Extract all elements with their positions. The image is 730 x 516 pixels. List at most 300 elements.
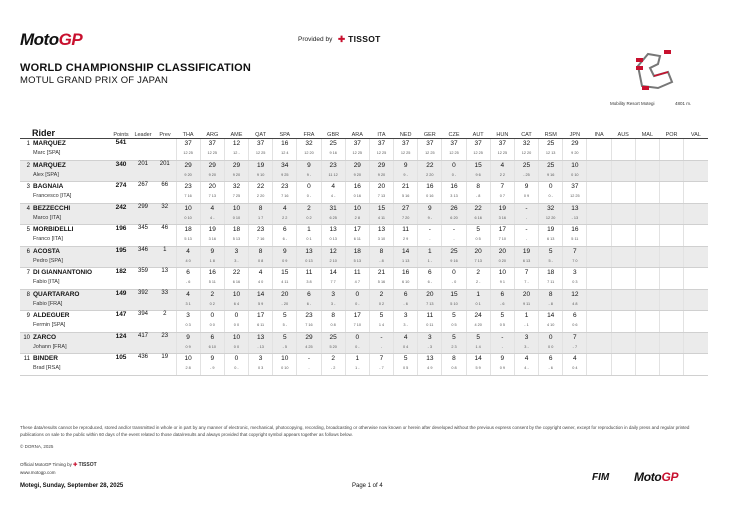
sprint-gp-breakdown: 0 0 (233, 344, 240, 349)
sprint-gp-breakdown: 7 16 (184, 194, 192, 198)
race-column-header: CZE (442, 125, 466, 139)
race-total: 13 (571, 204, 579, 212)
race-total: 13 (377, 226, 386, 233)
race-total (587, 333, 610, 334)
race-points-cell (321, 225, 345, 247)
rider-first-name: Fermin [SPA] (33, 322, 66, 328)
race-points-cell (514, 160, 538, 182)
race-total (587, 247, 610, 248)
table-row (20, 203, 708, 225)
race-points-cell (611, 246, 635, 268)
race-points-cell (611, 289, 635, 311)
race-total: 37 (426, 140, 434, 147)
sprint-gp-breakdown: 4 9 (427, 366, 433, 370)
sprint-gp-breakdown: 9 - (427, 215, 433, 220)
race-points-cell (684, 203, 708, 225)
sprint-gp-breakdown: 7 16 (305, 323, 313, 327)
race-column-header: POR (659, 125, 683, 139)
sprint-gp-breakdown: 6 16 (474, 215, 482, 220)
race-points-cell (224, 246, 248, 268)
race-points-cell (297, 311, 321, 333)
race-points-cell (394, 225, 418, 247)
sprint-gp-breakdown: - 5 (282, 344, 287, 349)
race-total (636, 247, 659, 248)
race-total: 2 (210, 290, 215, 298)
race-total: 8 (452, 355, 456, 362)
race-points-cell (539, 203, 563, 225)
race-points-cell (466, 311, 490, 333)
sprint-gp-breakdown: 3 8 (306, 280, 312, 284)
points-cell: 195 (110, 246, 132, 268)
sprint-gp-breakdown: 0 10 (232, 215, 241, 220)
sprint-gp-breakdown: 0 8 (451, 366, 457, 370)
race-points-cell (587, 203, 611, 225)
sprint-gp-breakdown: - 8 (379, 258, 384, 263)
race-points-cell (418, 311, 442, 333)
sprint-gp-breakdown: - (525, 237, 528, 241)
race-total (587, 182, 610, 183)
race-total: 5 (476, 333, 480, 341)
sprint-gp-breakdown: 5 13 (353, 258, 361, 263)
rider-last-name: ACOSTA (33, 247, 60, 255)
race-column-header: JPN (563, 125, 587, 139)
position: 7 (26, 270, 30, 276)
race-total: 26 (450, 204, 458, 212)
rider-cell (20, 354, 110, 376)
sprint-gp-breakdown: 0 4 (403, 344, 409, 349)
sprint-gp-breakdown: 5 20 (329, 344, 337, 349)
sprint-gp-breakdown: 0 9 (185, 344, 191, 349)
sprint-gp-breakdown: 3 16 (208, 237, 216, 241)
race-total: 7 (573, 333, 577, 341)
race-points-cell (514, 139, 538, 161)
race-points-cell (369, 203, 393, 225)
race-total: 4 (403, 333, 408, 341)
sprint-gp-breakdown: 0 - (451, 172, 457, 177)
sprint-gp-breakdown: 0 6 (572, 323, 578, 327)
sprint-gp-breakdown: 7 7 (330, 280, 336, 284)
race-total: - (501, 333, 504, 341)
race-points-cell (224, 160, 248, 182)
race-points-cell (224, 268, 248, 290)
race-points-cell (418, 354, 442, 376)
race-total: - (525, 226, 528, 233)
race-total: 14 (547, 312, 555, 319)
copyright-text: © DORNA, 2025 (20, 444, 54, 449)
race-total: 32 (232, 183, 241, 190)
race-total: 14 (329, 269, 337, 276)
sprint-gp-breakdown: 0 7 (499, 194, 505, 198)
sprint-gp-breakdown: - (308, 366, 310, 370)
race-total: 8 (476, 183, 480, 190)
race-total (587, 311, 610, 312)
sprint-gp-breakdown: 5 9 (475, 366, 481, 370)
race-points-cell (587, 139, 611, 161)
race-total: 29 (184, 161, 192, 169)
sprint-gp-breakdown: 0 - (234, 366, 239, 370)
race-points-cell (176, 246, 200, 268)
race-points-cell (176, 139, 200, 161)
race-total (684, 139, 708, 140)
race-points-cell (321, 354, 345, 376)
race-total: 15 (281, 269, 289, 276)
rider-first-name: Fabio [ITA] (33, 279, 60, 285)
race-total: 15 (474, 161, 482, 169)
race-points-cell (176, 289, 200, 311)
race-points-cell (684, 225, 708, 247)
prev-column-header: Prev (154, 125, 176, 139)
race-total: 25 (547, 161, 555, 169)
race-total: 1 (428, 247, 432, 255)
race-points-cell (394, 246, 418, 268)
race-points-cell (442, 311, 466, 333)
race-total (660, 182, 683, 183)
race-total (612, 182, 635, 183)
leader-cell (132, 139, 154, 161)
sprint-gp-breakdown: 3 - (234, 258, 239, 263)
points-cell: 274 (110, 182, 132, 204)
sprint-gp-breakdown: 0 13 (329, 237, 337, 241)
position: 2 (26, 162, 30, 169)
race-points-cell (490, 332, 514, 354)
race-points-cell (442, 289, 466, 311)
sprint-gp-breakdown: 7 25 (232, 194, 241, 198)
race-total: 6 (210, 333, 215, 341)
race-total (636, 268, 659, 269)
race-total: 5 (403, 355, 408, 362)
race-points-cell (176, 354, 200, 376)
race-total: 5 (282, 312, 287, 319)
race-total (660, 268, 683, 269)
motogp-footer-logo (634, 470, 678, 484)
sprint-gp-breakdown: 12 25 (497, 151, 508, 155)
race-total: 5 (379, 312, 384, 319)
race-total: 6 (500, 290, 505, 298)
race-total: 29 (377, 161, 386, 169)
race-points-cell (635, 225, 659, 247)
race-total: 9 (210, 247, 215, 255)
race-points-cell (297, 268, 321, 290)
race-points-cell (490, 289, 514, 311)
race-points-cell (684, 332, 708, 354)
race-points-cell (321, 246, 345, 268)
race-total: 24 (474, 312, 482, 319)
race-total: 6 (282, 226, 287, 233)
leader-cell: 417 (132, 332, 154, 354)
race-total: 20 (208, 183, 216, 190)
sprint-gp-breakdown: 0 4 (572, 366, 578, 370)
race-points-cell (394, 160, 418, 182)
race-points-cell (249, 182, 273, 204)
table-row (20, 139, 708, 161)
sprint-gp-breakdown: 1 13 (401, 258, 410, 263)
race-points-cell (273, 225, 297, 247)
race-column-header: MAL (635, 125, 659, 139)
sprint-gp-breakdown: 3 - (403, 323, 408, 327)
race-points-cell (563, 311, 587, 333)
race-total: 17 (257, 312, 265, 319)
race-total: 0 (234, 355, 239, 362)
race-total: 19 (498, 204, 506, 212)
race-total: 10 (184, 355, 192, 362)
race-points-cell (442, 160, 466, 182)
race-column-header: GBR (321, 125, 345, 139)
sprint-gp-breakdown: 6 10 (401, 280, 410, 284)
race-points-cell (611, 160, 635, 182)
race-total: 17 (353, 226, 361, 233)
race-points-cell (176, 311, 200, 333)
sprint-gp-breakdown: 0 2 (378, 301, 385, 306)
sprint-gp-breakdown: - 3 (427, 344, 433, 349)
sprint-gp-breakdown: 7 13 (426, 301, 434, 306)
race-total: 25 (522, 161, 531, 169)
sprint-gp-breakdown: 5 11 (208, 280, 216, 284)
leader-column-header: Leader (132, 125, 154, 139)
race-points-cell (345, 332, 369, 354)
race-total (684, 204, 708, 205)
race-total (660, 161, 683, 162)
race-points-cell (345, 289, 369, 311)
race-total: 20 (498, 247, 506, 255)
race-total: 11 (353, 269, 361, 276)
race-column-header: AUS (611, 125, 635, 139)
race-points-cell (369, 268, 393, 290)
race-total (612, 354, 635, 355)
race-points-cell (442, 182, 466, 204)
sprint-gp-breakdown: 2 20 (256, 194, 265, 198)
sprint-gp-breakdown: 2 2 (499, 172, 505, 177)
sprint-gp-breakdown: 0 8 (257, 258, 264, 263)
sprint-gp-breakdown: 9 20 (377, 172, 386, 177)
track-length: 4801 m. (675, 101, 692, 106)
race-points-cell (321, 139, 345, 161)
rider-first-name: Brad [RSA] (33, 365, 61, 371)
race-points-cell (321, 268, 345, 290)
sprint-gp-breakdown: 12 13 (545, 151, 556, 155)
leader-cell: 267 (132, 182, 154, 204)
race-points-cell (490, 203, 514, 225)
race-points-cell (466, 139, 490, 161)
sprint-gp-breakdown: 0 11 (426, 323, 434, 327)
rider-last-name: QUARTARARO (33, 290, 80, 298)
leader-cell: 392 (132, 289, 154, 311)
race-total: 17 (353, 312, 361, 319)
race-total: 6 (573, 312, 577, 319)
race-total: 12 (329, 247, 337, 255)
rider-first-name: Franco [ITA] (33, 236, 63, 242)
prev-cell: 66 (154, 182, 176, 204)
race-points-cell (466, 160, 490, 182)
race-points-cell (539, 289, 563, 311)
race-column-header: VAL (684, 125, 708, 139)
points-cell: 242 (110, 203, 132, 225)
race-points-cell (659, 332, 683, 354)
footer-logo-moto: Moto (634, 470, 662, 484)
race-points-cell (490, 311, 514, 333)
race-points-cell (587, 225, 611, 247)
race-points-cell (466, 354, 490, 376)
leader-cell: 201 (132, 160, 154, 182)
race-total: 7 (379, 355, 384, 362)
race-points-cell (466, 203, 490, 225)
sprint-gp-breakdown: - 8 (548, 301, 553, 306)
race-total: 7 (500, 183, 505, 190)
race-total (636, 139, 659, 140)
race-total (587, 290, 610, 291)
race-column-header: NED (394, 125, 418, 139)
sprint-gp-breakdown: 12 25 (207, 151, 218, 155)
race-points-cell (635, 139, 659, 161)
race-points-cell (635, 311, 659, 333)
rider-cell (20, 332, 110, 354)
race-total: 9 (428, 204, 432, 212)
sprint-gp-breakdown: 1 7 (257, 215, 264, 220)
race-points-cell (297, 225, 321, 247)
race-total (587, 204, 610, 205)
championship-table (20, 125, 708, 376)
race-total: 2 (331, 355, 335, 362)
sprint-gp-breakdown: 2 2 (282, 215, 288, 220)
race-points-cell (514, 354, 538, 376)
race-total: 1 (476, 290, 480, 298)
race-points-cell (659, 203, 683, 225)
footer-logo-gp: GP (661, 470, 679, 484)
race-total: 12 (232, 140, 241, 147)
sprint-gp-breakdown: 5 9 (257, 301, 264, 306)
race-points-cell (273, 203, 297, 225)
sprint-gp-breakdown: 5 13 (232, 237, 241, 241)
sprint-gp-breakdown: 7 10 (498, 237, 507, 241)
race-points-cell (297, 354, 321, 376)
event-subtitle: MOTUL GRAND PRIX OF JAPAN (20, 75, 169, 86)
race-points-cell (369, 182, 393, 204)
position: 8 (26, 291, 30, 298)
sprint-gp-breakdown: 0 16 (426, 194, 434, 198)
sprint-gp-breakdown: 4 8 (572, 301, 578, 306)
race-column-header: AME (224, 125, 248, 139)
sprint-gp-breakdown: 3 13 (450, 194, 458, 198)
race-total (660, 290, 683, 291)
race-points-cell (200, 160, 224, 182)
race-points-cell (369, 246, 393, 268)
sprint-gp-breakdown: 7 13 (474, 258, 482, 263)
sprint-gp-breakdown: 6 - (282, 237, 287, 241)
sprint-gp-breakdown: 0 9 (282, 258, 288, 263)
sprint-gp-breakdown: 0 5 (499, 323, 505, 327)
race-points-cell (273, 354, 297, 376)
race-points-cell (176, 332, 200, 354)
race-total: 3 (234, 247, 239, 255)
rider-last-name: BINDER (33, 355, 58, 362)
race-total: 5 (452, 333, 456, 341)
race-points-cell (418, 160, 442, 182)
race-total: 19 (547, 226, 555, 233)
race-points-cell (514, 246, 538, 268)
race-total: 9 (307, 161, 311, 169)
race-total: 16 (450, 183, 458, 190)
race-total (636, 290, 659, 291)
race-points-cell (659, 354, 683, 376)
race-points-cell (684, 268, 708, 290)
sprint-gp-breakdown: 2 - (475, 280, 481, 284)
rider-cell (20, 246, 110, 268)
race-points-cell (249, 311, 273, 333)
rider-first-name: Francesco [ITA] (33, 193, 72, 199)
race-points-cell (684, 289, 708, 311)
sprint-gp-breakdown: 1 4 (378, 323, 385, 327)
prev-cell: 13 (154, 268, 176, 290)
race-column-header: ARG (200, 125, 224, 139)
race-total (660, 225, 683, 226)
race-points-cell (176, 225, 200, 247)
sprint-gp-breakdown: 7 20 (401, 215, 410, 220)
race-total: 1 (355, 355, 360, 362)
race-total (612, 139, 635, 140)
points-cell: 340 (110, 160, 132, 182)
race-column-header: ARA (345, 125, 369, 139)
race-total: 37 (450, 140, 458, 147)
race-points-cell (418, 332, 442, 354)
race-total: 7 (524, 269, 529, 276)
logo-moto-text: Moto (20, 30, 59, 49)
sprint-gp-breakdown: 4 0 (185, 258, 191, 263)
race-points-cell (659, 289, 683, 311)
race-total (636, 311, 659, 312)
sprint-gp-breakdown: 6 20 (450, 215, 458, 220)
sprint-gp-breakdown: 1 4 (475, 344, 481, 349)
sprint-gp-breakdown: 0 10 (281, 366, 289, 370)
sprint-gp-breakdown: 9 20 (571, 151, 579, 155)
sprint-gp-breakdown: 0 - (548, 194, 553, 198)
sprint-gp-breakdown: 6 25 (329, 215, 337, 220)
race-points-cell (369, 225, 393, 247)
race-total: 0 (307, 183, 311, 190)
race-points-cell (563, 139, 587, 161)
sprint-gp-breakdown: 9 1 (499, 280, 505, 284)
sprint-gp-breakdown: 0 0 (209, 323, 215, 327)
sprint-gp-breakdown: 6 4 (233, 301, 240, 306)
race-points-cell (684, 160, 708, 182)
race-column-header: ITA (369, 125, 393, 139)
race-total: 0 (355, 290, 360, 298)
race-points-cell (514, 332, 538, 354)
race-total (660, 204, 683, 205)
sprint-gp-breakdown: - (525, 215, 528, 220)
prev-cell: 19 (154, 354, 176, 376)
race-points-cell (249, 354, 273, 376)
sprint-gp-breakdown: 0 8 (330, 323, 336, 327)
website-link[interactable]: www.motogp.com (20, 470, 56, 475)
race-total: 16 (402, 269, 410, 276)
race-points-cell (659, 246, 683, 268)
race-total: 4 (331, 183, 335, 190)
race-total: - (307, 355, 311, 362)
race-total (636, 161, 659, 162)
race-points-cell (611, 311, 635, 333)
race-column-header: FRA (297, 125, 321, 139)
sprint-gp-breakdown: 6 - (427, 280, 433, 284)
race-points-cell (345, 182, 369, 204)
race-points-cell (418, 246, 442, 268)
sprint-gp-breakdown: 5 16 (377, 280, 386, 284)
race-total (587, 225, 610, 226)
sprint-gp-breakdown: 7 11 (547, 280, 555, 284)
race-points-cell (249, 289, 273, 311)
race-total: 8 (258, 247, 263, 255)
points-cell: 147 (110, 311, 132, 333)
race-total: 10 (232, 333, 241, 341)
race-total: - (525, 204, 528, 212)
